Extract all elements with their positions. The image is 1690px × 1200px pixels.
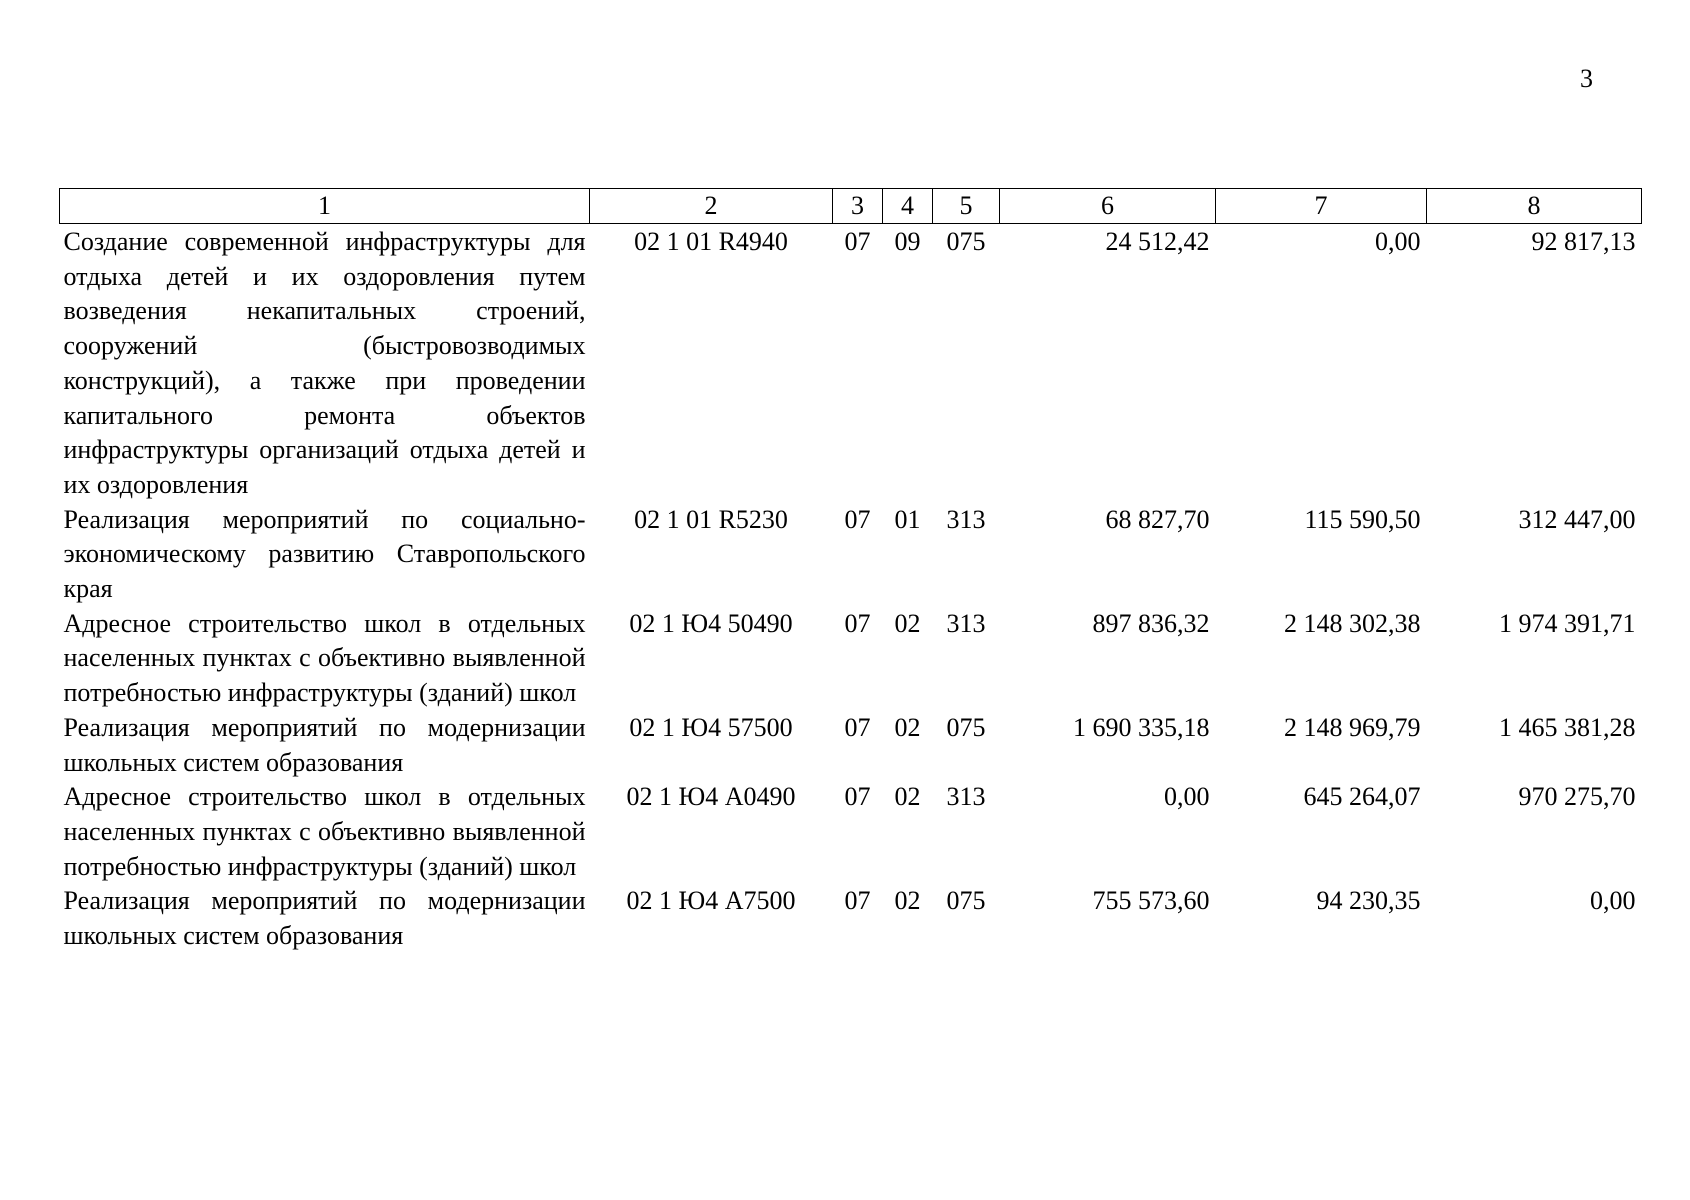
row-value-8: 92 817,13 [1531, 227, 1636, 256]
table-row [60, 503, 1642, 607]
row-value-6: 24 512,42 [1105, 227, 1210, 256]
row-section: 07 [844, 227, 871, 256]
column-header-7: 7 [1216, 189, 1427, 224]
row-subsection: 02 [894, 782, 921, 812]
page-number: 3 [1580, 64, 1593, 93]
row-value-7: 2 148 302,38 [1284, 608, 1421, 638]
row-code: 02 1 Ю4 А7500 [626, 886, 796, 916]
row-subsection: 01 [894, 504, 921, 534]
table-row [60, 780, 1642, 884]
column-header-1: 1 [60, 189, 590, 224]
row-expense-type: 075 [946, 227, 986, 256]
row-section: 07 [844, 886, 871, 916]
row-section: 07 [844, 608, 871, 638]
row-code: 02 1 Ю4 А0490 [626, 782, 796, 812]
row-code: 02 1 Ю4 57500 [629, 712, 793, 742]
row-value-7: 2 148 969,79 [1284, 712, 1421, 742]
row-name: Создание современной инфраструктуры для отдыха детей и их оздоровления путем возведения некапитальных строений, сооружений (быстровозводимых конструкций), а также при проведении капитального ремонта объектов инфраструктуры организаций отдыха детей и их оздоровления [63, 227, 586, 499]
row-value-6: 755 573,60 [1092, 886, 1210, 916]
row-subsection: 09 [894, 227, 921, 256]
row-expense-type: 313 [946, 504, 986, 534]
table-row [60, 884, 1642, 953]
row-subsection: 02 [894, 886, 921, 916]
row-expense-type: 075 [946, 886, 986, 916]
row-value-8: 1 974 391,71 [1499, 608, 1636, 638]
table-row [60, 711, 1642, 780]
row-value-8: 1 465 381,28 [1499, 712, 1636, 742]
column-header-2: 2 [590, 189, 833, 224]
table-row [60, 607, 1642, 711]
row-section: 07 [844, 712, 871, 742]
column-header-6: 6 [1000, 189, 1216, 224]
row-value-7: 94 230,35 [1316, 886, 1421, 916]
row-value-6: 1 690 335,18 [1073, 712, 1210, 742]
row-expense-type: 313 [946, 608, 986, 638]
row-subsection: 02 [894, 608, 921, 638]
column-header-3: 3 [833, 189, 883, 224]
column-header-4: 4 [883, 189, 933, 224]
row-value-7: 115 590,50 [1304, 504, 1421, 534]
row-value-8: 970 275,70 [1518, 782, 1636, 812]
row-value-8: 312 447,00 [1518, 504, 1636, 534]
row-value-6: 0,00 [1164, 782, 1210, 812]
row-value-7: 645 264,07 [1303, 782, 1421, 812]
row-code: 02 1 01 R5230 [634, 504, 788, 534]
row-section: 07 [844, 504, 871, 534]
row-subsection: 02 [894, 712, 921, 742]
row-name: Адресное строительство школ в отдельных населенных пунктах с объективно выявленной потребностью инфраструктуры (зданий) школ [63, 608, 586, 708]
row-name: Адресное строительство школ в отдельных населенных пунктах с объективно выявленной потребностью инфраструктуры (зданий) школ [63, 782, 586, 881]
row-value-7: 0,00 [1375, 227, 1421, 256]
row-value-8: 0,00 [1590, 886, 1636, 916]
row-code: 02 1 Ю4 50490 [629, 608, 793, 638]
row-code: 02 1 01 R4940 [634, 227, 788, 256]
row-section: 07 [844, 782, 871, 812]
table-row [60, 224, 1642, 503]
row-name: Реализация мероприятий по социально-экономическому развитию Ставропольского края [63, 504, 586, 604]
column-header-8: 8 [1427, 189, 1642, 224]
row-expense-type: 313 [946, 782, 986, 812]
row-value-6: 68 827,70 [1105, 504, 1210, 534]
row-name: Реализация мероприятий по модернизации школьных систем образования [63, 712, 586, 777]
budget-table [59, 188, 1642, 954]
column-header-5: 5 [933, 189, 1000, 224]
table-header-row [60, 189, 1642, 224]
row-expense-type: 075 [946, 712, 986, 742]
row-name: Реализация мероприятий по модернизации школьных систем образования [63, 886, 586, 951]
row-value-6: 897 836,32 [1092, 608, 1210, 638]
